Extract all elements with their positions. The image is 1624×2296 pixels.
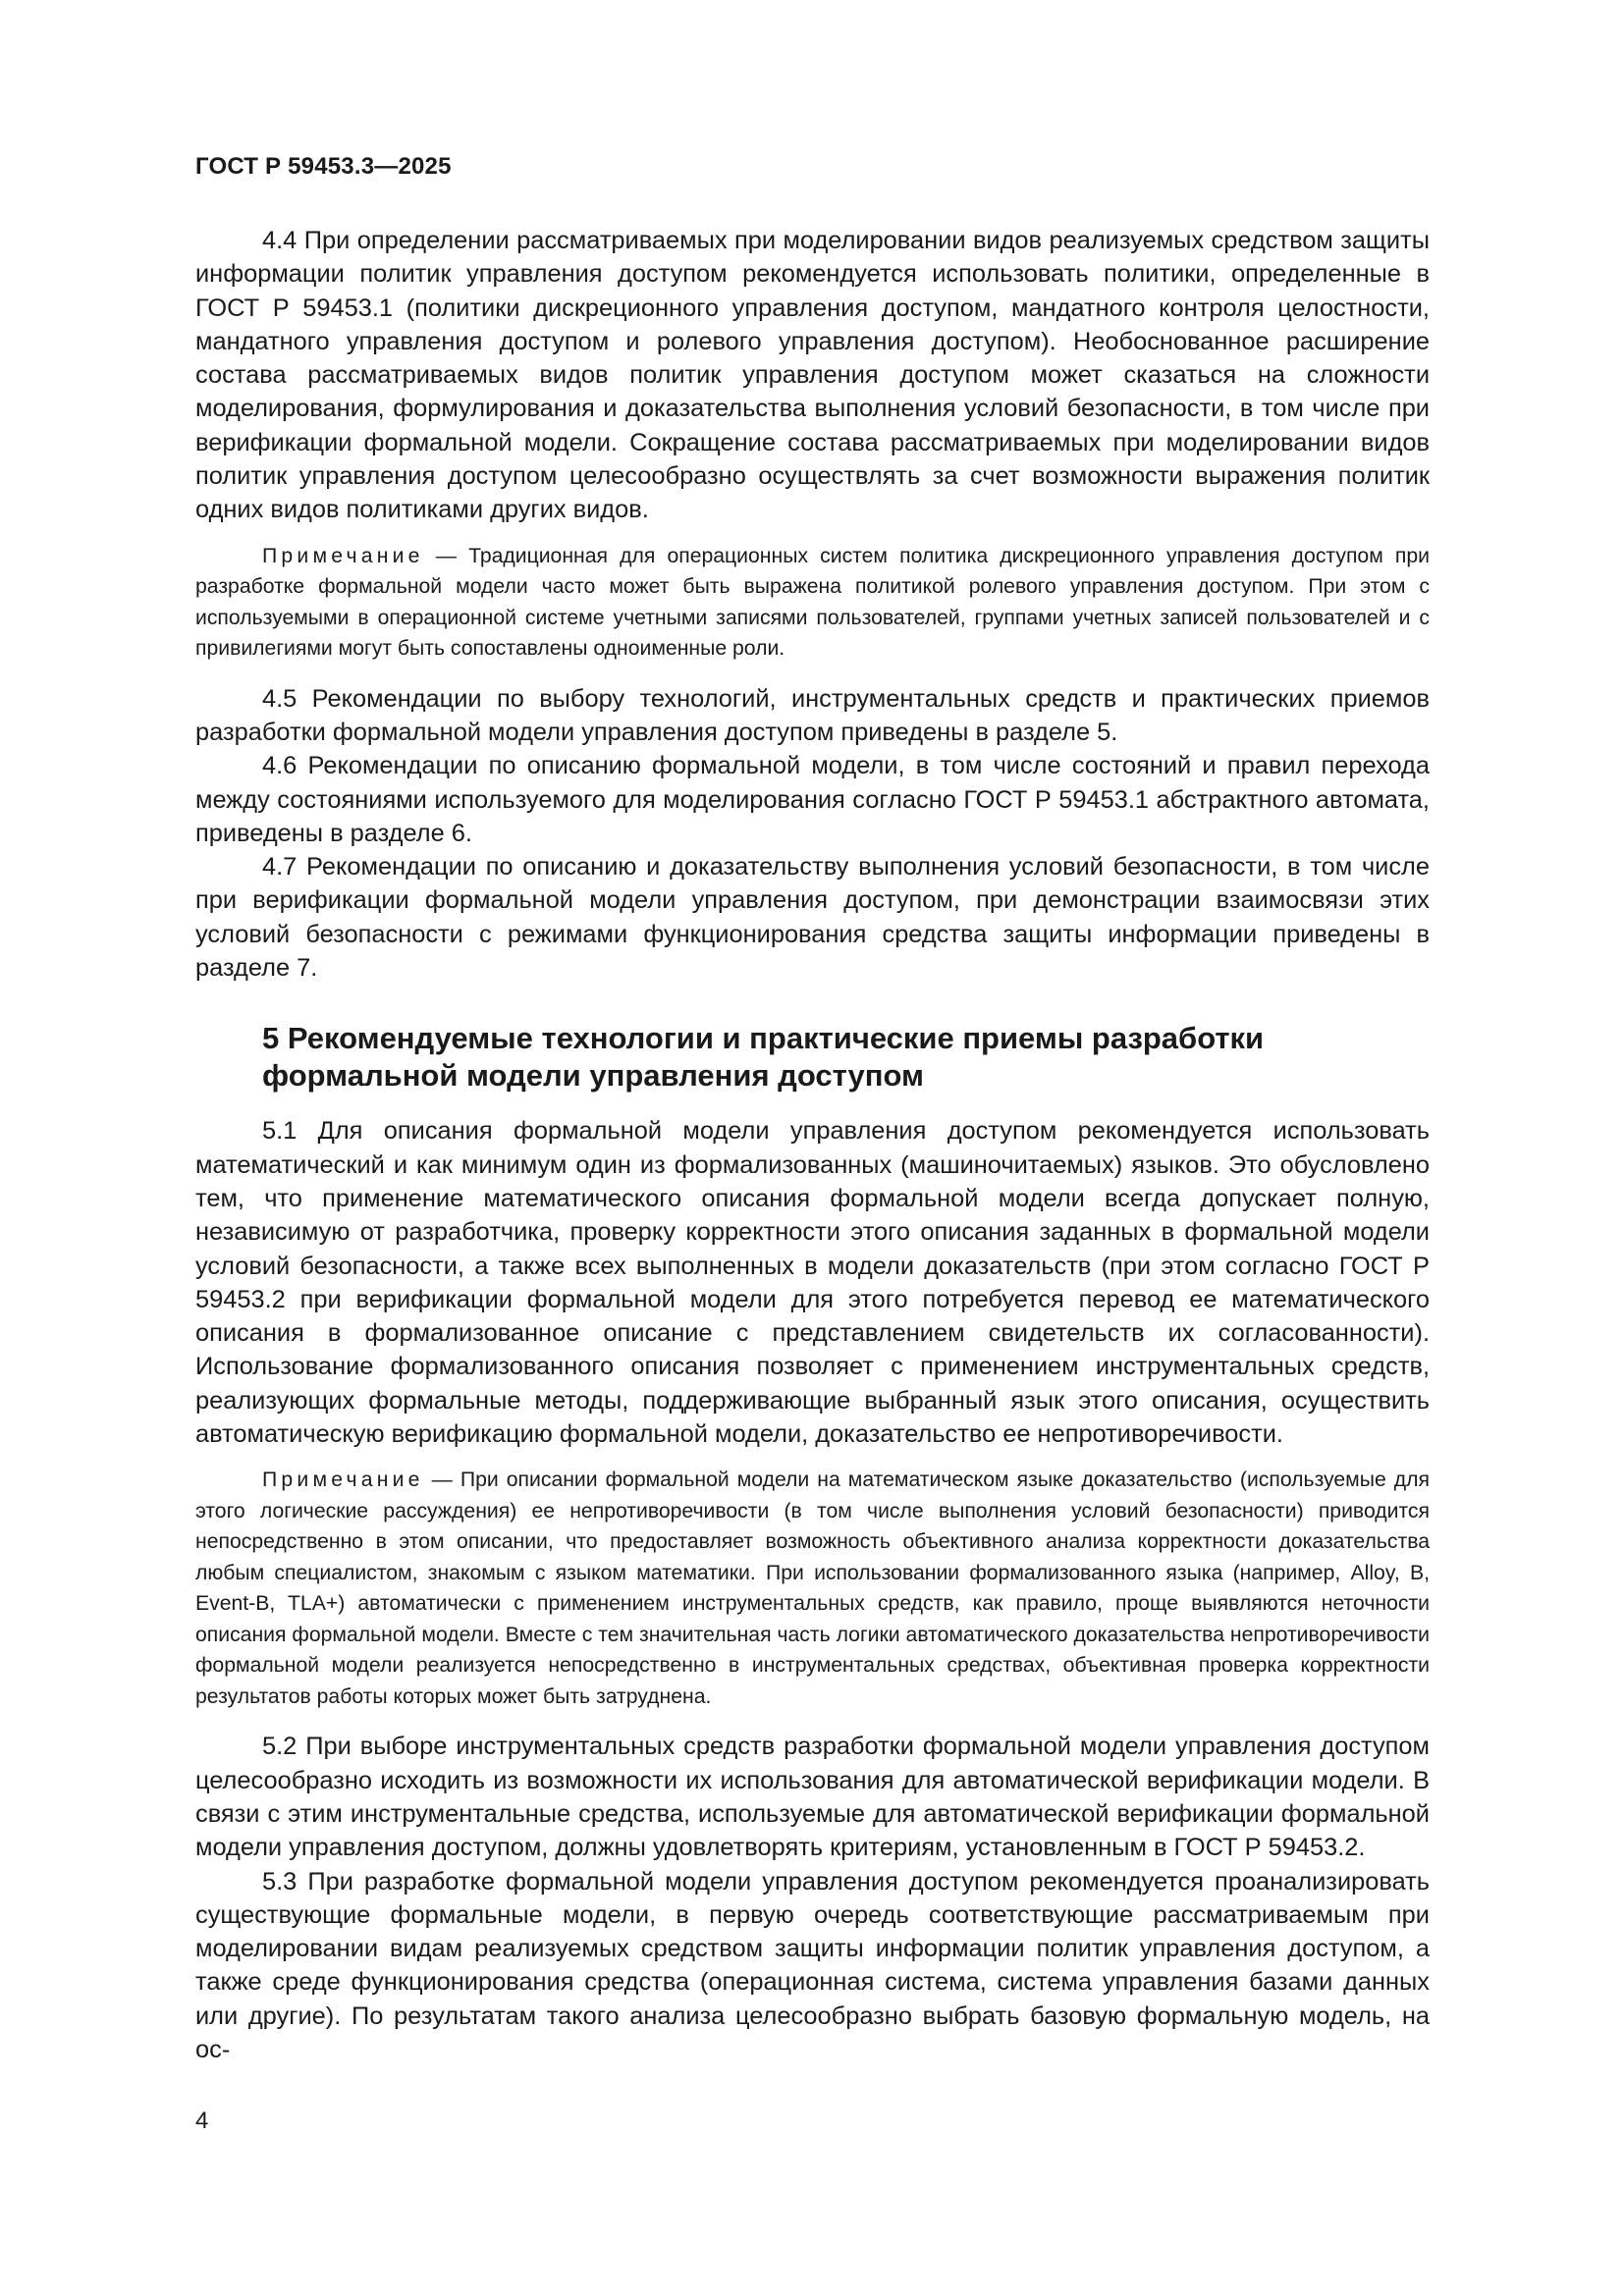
document-body bbox=[195, 224, 1430, 2066]
paragraph-5-2: 5.2 При выборе инструментальных средств разработки формальной модели управления доступом целесообразно исходить из возможности их использования для автоматической верификации модели. В связи с этим инструментальные средства, используемые для автоматической верификации формальной модели управления доступом, должны удовлетворять критериям, установленным в ГОСТ Р 59453.2. bbox=[195, 1733, 1430, 1862]
paragraph-5-1: 5.1 Для описания формальной модели управления доступом рекомендуется использовать математический и как минимум один из формализованных (машиночитаемых) языков. Это обусловлено тем, что применение математического описания формальной модели всегда допускает полную, независимую от разработчика, проверку корректности этого описания заданных в формальной модели условий безопасности, а также всех выполненных в модели доказательств (при этом согласно ГОСТ Р 59453.2 при верификации формальной модели для этого потребуется перевод ее математического описания в формализованное описание с представлением свидетельств их согласованности). Использование формализованного описания позволяет с применением инструментальных средств, реализующих формальные методы, поддерживающие выбранный язык этого описания, осуществить автоматическую верификацию формальной модели, доказательство ее непротиворечивости. bbox=[195, 1117, 1430, 1449]
note-2-text: — При описании формальной модели на математическом языке доказательство (используемые для этого логические рассуждения) ее непротиворечивости (в том числе выполнения условий безопасности) приводится непосредственно в этом описании, что предоставляет возможность объективного анализа корректности доказательства любым специалистом, знакомым с языком математики. При использовании формализованного языка (например, Alloy, B, Event-B, TLA+) автоматически с применением инструментальных средств, как правило, проще выявляются неточности описания формальной модели. Вместе с тем значительная часть логики автоматического доказательства непротиворечивости формальной модели реализуется непосредственно в инструментальных средствах, объективная проверка корректности результатов работы которых может быть затруднена. bbox=[195, 1468, 1430, 1708]
paragraph-4-6: 4.6 Рекомендации по описанию формальной модели, в том числе состояний и правил перехода между состояниями используемого для моделирования согласно ГОСТ Р 59453.1 абстрактного автомата, приведены в разделе 6. bbox=[195, 752, 1430, 847]
page-number: 4 bbox=[195, 2108, 209, 2134]
note-2-label: Примечание bbox=[262, 1468, 424, 1492]
note-1-text: — Традиционная для операционных систем политика дискреционного управления доступом при разработке формальной модели часто может быть выражена политикой ролевого управления доступом. При этом с используемыми в операционной системе учетными записями пользователей, группами учетных записей пользователей и с привилегиями могут быть сопоставлены одноименные роли. bbox=[195, 544, 1430, 661]
note-1-label: Примечание bbox=[262, 544, 424, 567]
paragraph-4-4: 4.4 При определении рассматриваемых при моделировании видов реализуемых средством защиты информации политик управления доступом рекомендуется использовать политики, определенные в ГОСТ Р 59453.1 (политики дискреционного управления доступом, мандатного контроля целостности, мандатного управления доступом и ролевого управления доступом). Необоснованное расширение состава рассматриваемых видов политик управления доступом может сказаться на сложности моделирования, формулирования и доказательства выполнения условий безопасности, в том числе при верификации формальной модели. Сокращение состава рассматриваемых при моделировании видов политик управления доступом целесообразно осуществлять за счет возможности выражения политик одних видов политиками других видов. bbox=[195, 227, 1430, 524]
paragraph-4-5: 4.5 Рекомендации по выбору технологий, инструментальных средств и практических приемов разработки формальной модели управления доступом приведены в разделе 5. bbox=[195, 684, 1430, 746]
section-5-title-line-1: 5 Рекомендуемые технологии и практические приемы разработки bbox=[262, 1021, 1265, 1056]
paragraph-5-3: 5.3 При разработке формальной модели управления доступом рекомендуется проанализировать существующие формальные модели, в первую очередь соответствующие рассматриваемым при моделировании видам реализуемых средством защиты информации политик управления доступом, а также среде функционирования средства (операционная система, система управления базами данных или другие). По результатам такого анализа целесообразно выбрать базовую формальную модель, на ос- bbox=[195, 1867, 1430, 2063]
section-5-title-line-2: формальной модели управления доступом bbox=[262, 1058, 924, 1094]
page-header-standard-code: ГОСТ Р 59453.3—2025 bbox=[195, 153, 452, 180]
paragraph-4-7: 4.7 Рекомендации по описанию и доказательству выполнения условий безопасности, в том числе при верификации формальной модели управления доступом, при демонстрации взаимосвязи этих условий безопасности с режимами функционирования средства защиты информации приведены в разделе 7. bbox=[195, 853, 1430, 983]
note-1 bbox=[195, 541, 1430, 665]
note-2 bbox=[195, 1465, 1430, 1712]
section-5-title bbox=[262, 1020, 1430, 1095]
